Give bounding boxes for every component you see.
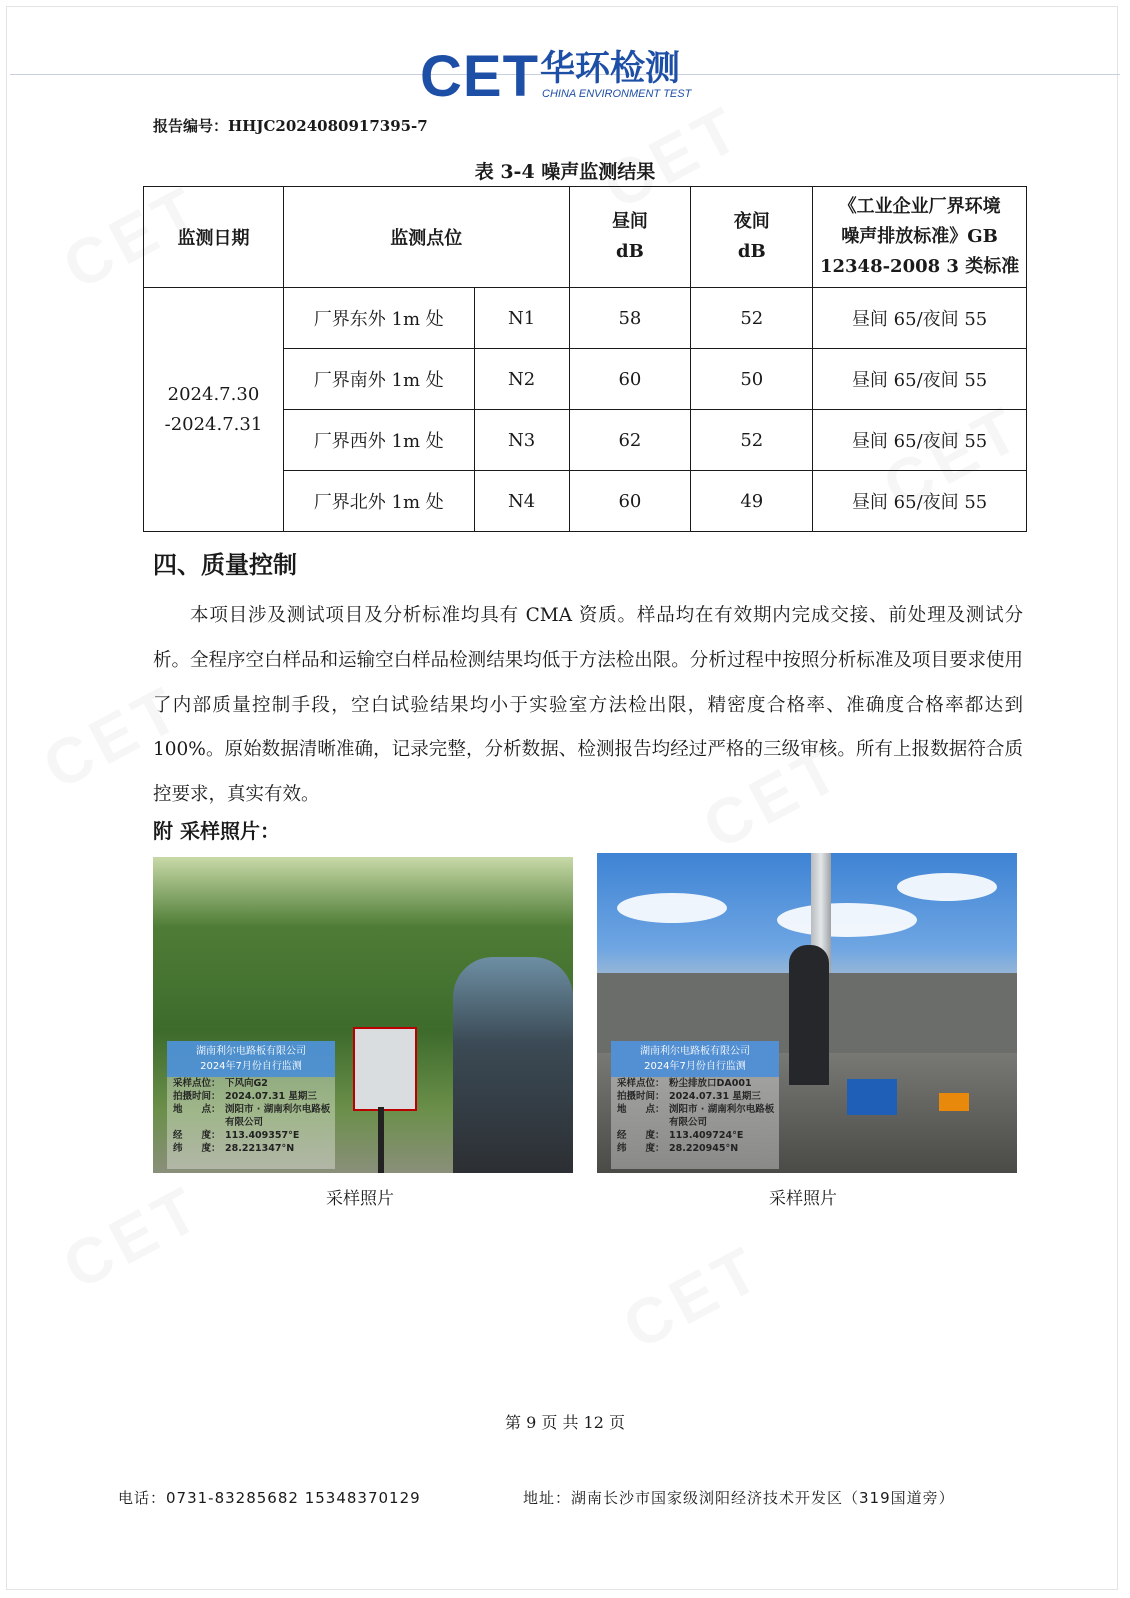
code-cell: N2 — [474, 349, 569, 410]
night-value-cell: 49 — [691, 471, 813, 532]
photo-monitor-title: 2024年7月份自行监测 — [644, 1061, 746, 1072]
header-date: 监测日期 — [144, 187, 284, 288]
cloud — [777, 903, 917, 937]
photo-longitude-value: 113.409724°E — [669, 1130, 744, 1141]
header-day — [569, 187, 691, 288]
photo-time-key: 拍摄时间： — [617, 1091, 665, 1102]
day-value-cell: 60 — [569, 349, 691, 410]
photo-address-row-2 — [611, 1116, 779, 1129]
header-day-label: 昼间 — [611, 211, 648, 232]
photo-monitor-title: 2024年7月份自行监测 — [200, 1061, 302, 1072]
photo-point-value: 粉尘排放口DA001 — [669, 1078, 752, 1089]
appendix-label: 附 采样照片： — [153, 819, 280, 843]
night-value-cell: 50 — [691, 349, 813, 410]
photo-longitude-key: 经 度： — [173, 1130, 221, 1141]
table-row — [144, 288, 1027, 349]
standard-cell: 昼间 65/夜间 55 — [813, 288, 1027, 349]
footer-phone: 电话：0731-83285682 15348370129 — [118, 1489, 421, 1507]
battery-box — [939, 1093, 969, 1111]
photo-time-value: 2024.07.31 星期三 — [669, 1091, 761, 1102]
photo-latitude-key: 纬 度： — [173, 1143, 221, 1154]
photo-time-key: 拍摄时间： — [173, 1091, 221, 1102]
table-header-row — [144, 187, 1027, 288]
person-figure — [453, 957, 573, 1173]
standard-cell: 昼间 65/夜间 55 — [813, 471, 1027, 532]
cloud — [897, 873, 997, 901]
photo-info-label — [167, 1041, 335, 1169]
location-cell: 厂界北外 1m 处 — [283, 471, 474, 532]
photo-address-value-2: 有限公司 — [225, 1117, 264, 1128]
photo-longitude-row — [167, 1129, 335, 1142]
footer-address: 地址：湖南长沙市国家级浏阳经济技术开发区（319国道旁） — [523, 1489, 955, 1507]
photo-latitude-value: 28.221347°N — [225, 1143, 295, 1154]
photo-longitude-key: 经 度： — [617, 1130, 665, 1141]
standard-cell: 昼间 65/夜间 55 — [813, 349, 1027, 410]
photo-address-row — [611, 1103, 779, 1116]
header-night-label: 夜间 — [733, 211, 770, 232]
photo-company: 湖南利尔电路板有限公司 — [196, 1046, 306, 1057]
photo-point-key: 采样点位： — [173, 1078, 221, 1089]
logo-cet-text: CET — [420, 44, 539, 109]
date-line1: 2024.7.30 — [167, 383, 260, 405]
photo-company: 湖南利尔电路板有限公司 — [640, 1046, 750, 1057]
logo-english-text: CHINA ENVIRONMENT TEST — [542, 88, 692, 100]
photo-address-value-2: 有限公司 — [669, 1117, 708, 1128]
code-cell: N3 — [474, 410, 569, 471]
standard-cell: 昼间 65/夜间 55 — [813, 410, 1027, 471]
photo-info-label — [611, 1041, 779, 1169]
header-standard — [813, 187, 1027, 288]
table-title: 表 3-4 噪声监测结果 — [474, 161, 656, 183]
photo-longitude-value: 113.409357°E — [225, 1130, 300, 1141]
location-cell: 厂界东外 1m 处 — [283, 288, 474, 349]
photo-address-row — [167, 1103, 335, 1116]
photo-point-value: 下风向G2 — [225, 1078, 268, 1089]
sampling-instrument — [353, 1027, 417, 1111]
header-standard-line3: 12348-2008 3 类标准 — [819, 256, 1020, 277]
photo-time-row — [611, 1090, 779, 1103]
code-cell: N1 — [474, 288, 569, 349]
photo-label-header — [167, 1041, 335, 1077]
day-value-cell: 58 — [569, 288, 691, 349]
day-value-cell: 62 — [569, 410, 691, 471]
section-title: 四、质量控制 — [153, 550, 297, 579]
photo-point-row — [611, 1077, 779, 1090]
location-cell: 厂界南外 1m 处 — [283, 349, 474, 410]
photo-longitude-row — [611, 1129, 779, 1142]
sampling-instrument — [847, 1079, 897, 1115]
photo-latitude-key: 纬 度： — [617, 1143, 665, 1154]
photo-time-row — [167, 1090, 335, 1103]
night-value-cell: 52 — [691, 288, 813, 349]
code-cell: N4 — [474, 471, 569, 532]
photo-latitude-row — [611, 1142, 779, 1155]
night-value-cell: 52 — [691, 410, 813, 471]
photo-2-caption: 采样照片 — [769, 1189, 837, 1209]
location-cell: 厂界西外 1m 处 — [283, 410, 474, 471]
photo-address-value: 浏阳市 · 湖南利尔电路板 — [669, 1104, 775, 1115]
photo-latitude-row — [167, 1142, 335, 1155]
report-number: 报告编号：HHJC2024080917395-7 — [153, 117, 428, 135]
logo-chinese-text: 华环检测 — [540, 49, 681, 89]
header-night — [691, 187, 813, 288]
header-night-unit: dB — [737, 241, 766, 262]
header-standard-line1: 《工业企业厂界环境 — [838, 196, 1001, 217]
page-number: 第 9 页 共 12 页 — [505, 1413, 625, 1432]
photo-time-value: 2024.07.31 星期三 — [225, 1091, 317, 1102]
quality-control-paragraph: 本项目涉及测试项目及分析标准均具有 CMA 资质。样品均在有效期内完成交接、前处理及测试分析。全程序空白样品和运输空白样品检测结果均低于方法检出限。分析过程中按照分析标准及项目要求使用了内部质量控制手段，空白试验结果均小于实验室方法检出限，精密度合格率、准确度合格率都达到 100%。原始数据清晰准确，记录完整，分析数据、检测报告均经过严格的三级审核。所有上报数据符合质控要求，真实有效。 — [153, 605, 1023, 806]
sampling-photo-2 — [597, 853, 1017, 1173]
photo-point-key: 采样点位： — [617, 1078, 665, 1089]
photo-1-caption: 采样照片 — [326, 1189, 394, 1209]
day-value-cell: 60 — [569, 471, 691, 532]
cloud — [617, 893, 727, 923]
photo-point-row — [167, 1077, 335, 1090]
person-figure — [789, 945, 829, 1085]
noise-results-table — [143, 186, 1027, 532]
header-point: 监测点位 — [283, 187, 569, 288]
date-line2: -2024.7.31 — [164, 413, 263, 435]
photo-address-key: 地 点： — [173, 1104, 221, 1115]
header-day-unit: dB — [616, 241, 644, 262]
sampling-photo-1 — [153, 857, 573, 1173]
photo-address-row-2 — [167, 1116, 335, 1129]
photo-address-value: 浏阳市 · 湖南利尔电路板 — [225, 1104, 331, 1115]
monitoring-date-cell — [144, 288, 284, 532]
header-standard-line2: 噪声排放标准》GB — [841, 226, 998, 247]
photo-address-key: 地 点： — [617, 1104, 665, 1115]
tripod-leg — [378, 1107, 384, 1173]
photo-label-header — [611, 1041, 779, 1077]
photo-latitude-value: 28.220945°N — [669, 1143, 739, 1154]
